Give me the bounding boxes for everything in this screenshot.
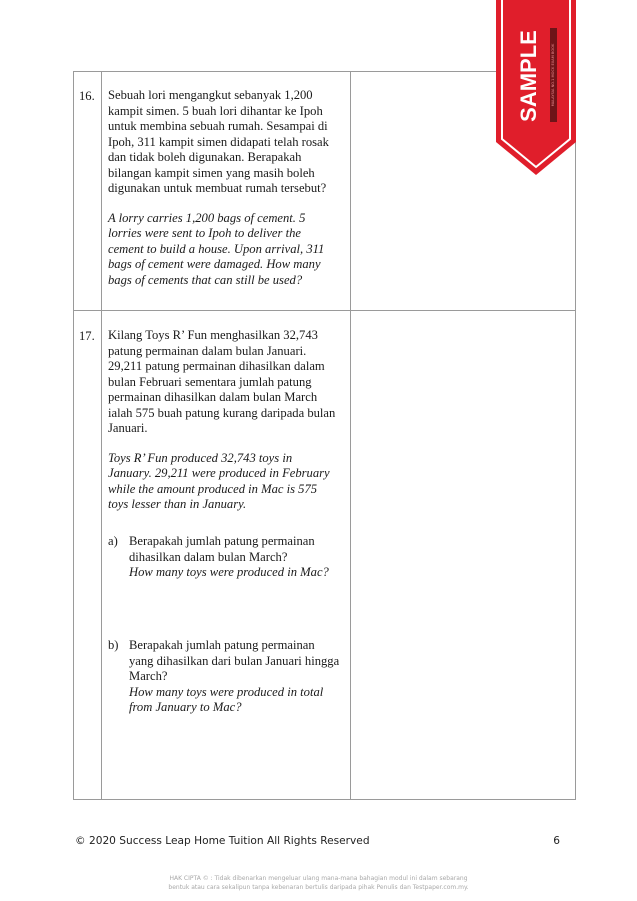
question-17-english-line: Toys R’ Fun produced 32,743 toys in	[108, 450, 293, 465]
question-16-malay-line: kampit simen. 5 buah lori dihantar ke Ipoh	[108, 103, 323, 118]
part-a-text	[129, 534, 348, 581]
part-b-label: b)	[108, 638, 119, 652]
question-17-text	[108, 328, 348, 513]
question-17-malay-line: bulan Februari sementara jumlah patung	[108, 374, 312, 389]
number-column-divider	[101, 72, 102, 799]
disclaimer-line: bentuk atau cara sekalipun tanpa kebenaran bertulis daripada pihak Penulis dan Testpaper.com.my.	[168, 884, 469, 891]
question-17-part-a	[108, 534, 348, 584]
question-17-english-line: January. 29,211 were produced in February	[108, 466, 330, 480]
part-b-english-line: How many toys were produced in total	[129, 684, 324, 699]
question-16-number: 16.	[79, 89, 95, 103]
part-a-malay-line: dihasilkan dalam bulan March?	[129, 549, 288, 564]
question-16-text	[108, 88, 348, 288]
question-16-malay-line: untuk membina sebuah rumah. Sesampai di	[108, 119, 328, 133]
page-footer	[75, 835, 560, 847]
question-16-english-line: A lorry carries 1,200 bags of cement. 5	[108, 210, 306, 225]
page-number: 6	[553, 835, 560, 847]
question-16-english-line: bags of cements that can still be used?	[108, 272, 303, 287]
question-17-english-line: while the amount produced in Mac is 575	[108, 481, 318, 496]
question-17-answer-space[interactable]	[351, 311, 576, 799]
question-16-malay-line: dan tidak boleh digunakan. Berapakah	[108, 150, 302, 164]
question-17-english-line: toys lesser than in January.	[108, 497, 247, 511]
part-b-malay-line: yang dihasilkan dari bulan Januari hingga	[129, 653, 340, 668]
part-a-malay-line: Berapakah jumlah patung permainan	[129, 534, 315, 548]
question-17-malay-line: permainan dihasilkan dalam bulan March	[108, 390, 318, 404]
question-17-part-b	[108, 638, 348, 718]
part-b-english-line: from January to Mac?	[129, 700, 242, 714]
question-16-malay-line: Ipoh, 311 kampit simen didapati telah rosak	[108, 134, 329, 149]
question-17-malay-line: ialah 575 buah patung kurang daripada bulan	[108, 405, 336, 420]
question-17-malay-line: 29,211 patung permainan dihasilkan dalam	[108, 359, 325, 373]
question-16-malay-line: Sebuah lori mengangkut sebanyak 1,200	[108, 88, 313, 102]
part-b-text	[129, 638, 348, 716]
question-17-malay-line: patung permainan dalam bulan Januari.	[108, 343, 307, 358]
question-16-english-line: bags of cement were damaged. How many	[108, 257, 321, 271]
question-17-number: 17.	[79, 329, 95, 343]
copyright-notice: © 2020 Success Leap Home Tuition All Rights Reserved	[75, 835, 370, 847]
part-a-english-line: How many toys were produced in Mac?	[129, 565, 329, 579]
question-table	[73, 71, 576, 800]
ribbon-sample-text: SAMPLE	[516, 30, 541, 122]
part-a-label: a)	[108, 534, 118, 548]
disclaimer-line: HAK CIPTA © : Tidak dibenarkan mengeluar ulang mana-mana bahagian modul ini dalam sebarang	[169, 875, 468, 882]
question-16-english-line: cement to build a house. Upon arrival, 311	[108, 241, 325, 256]
sample-ribbon	[494, 0, 578, 176]
question-17-malay-line: Kilang Toys R’ Fun menghasilkan 32,743	[108, 328, 318, 342]
question-16-english-line: lorries were sent to Ipoh to deliver the	[108, 226, 301, 240]
ribbon-tagline-text: MALAYSIA NO.1 MOCK EXAM BOOK	[551, 43, 555, 107]
question-16-malay-line: bilangan kampit simen yang masih boleh	[108, 165, 315, 180]
question-16-malay-line: digunakan untuk membuat rumah tersebut?	[108, 181, 327, 195]
copyright-disclaimer	[0, 874, 637, 892]
part-b-malay-line: Berapakah jumlah patung permainan	[129, 638, 315, 652]
question-17-malay-line: Januari.	[108, 421, 148, 435]
part-b-malay-line: March?	[129, 669, 168, 683]
